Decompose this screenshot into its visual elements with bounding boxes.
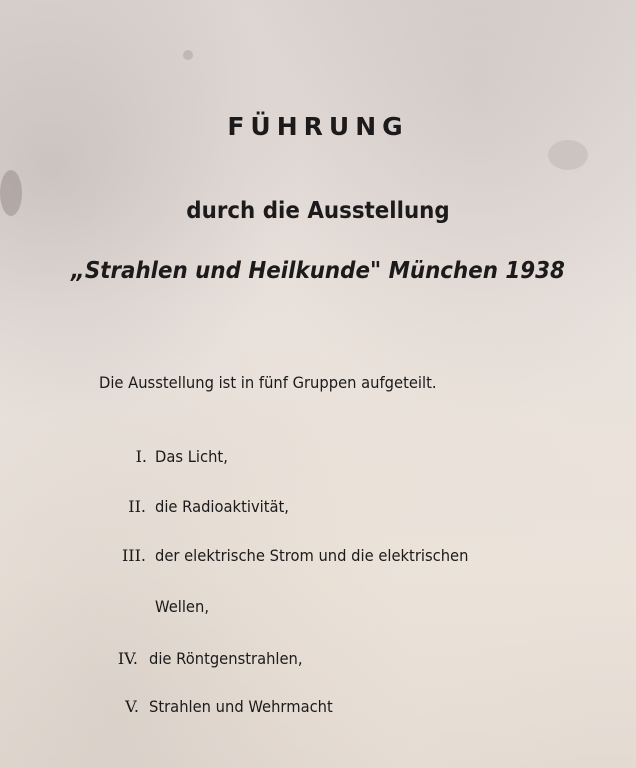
document-subtitle-line1: durch die Ausstellung xyxy=(186,198,450,224)
group-numeral: V. xyxy=(125,697,139,716)
group-numeral: IV. xyxy=(117,649,138,668)
group-text: Das Licht, xyxy=(155,447,228,466)
paper-stain xyxy=(183,50,193,60)
group-numeral: I. xyxy=(135,447,147,466)
group-numeral: II. xyxy=(128,497,146,516)
paper-stain xyxy=(0,170,22,216)
group-text: der elektrische Strom und die elektrischen xyxy=(155,546,469,565)
document-subtitle-line2: „Strahlen und Heilkunde" München 1938 xyxy=(71,258,565,284)
paper-stain xyxy=(548,140,588,170)
group-text-continuation: Wellen, xyxy=(155,597,209,616)
group-text: Strahlen und Wehrmacht xyxy=(149,697,333,716)
group-numeral: III. xyxy=(121,546,146,565)
group-text: die Röntgenstrahlen, xyxy=(149,649,303,668)
intro-paragraph: Die Ausstellung ist in fünf Gruppen aufgeteilt. xyxy=(99,373,437,392)
group-text: die Radioaktivität, xyxy=(155,497,289,516)
document-title: FÜHRUNG xyxy=(227,112,409,141)
